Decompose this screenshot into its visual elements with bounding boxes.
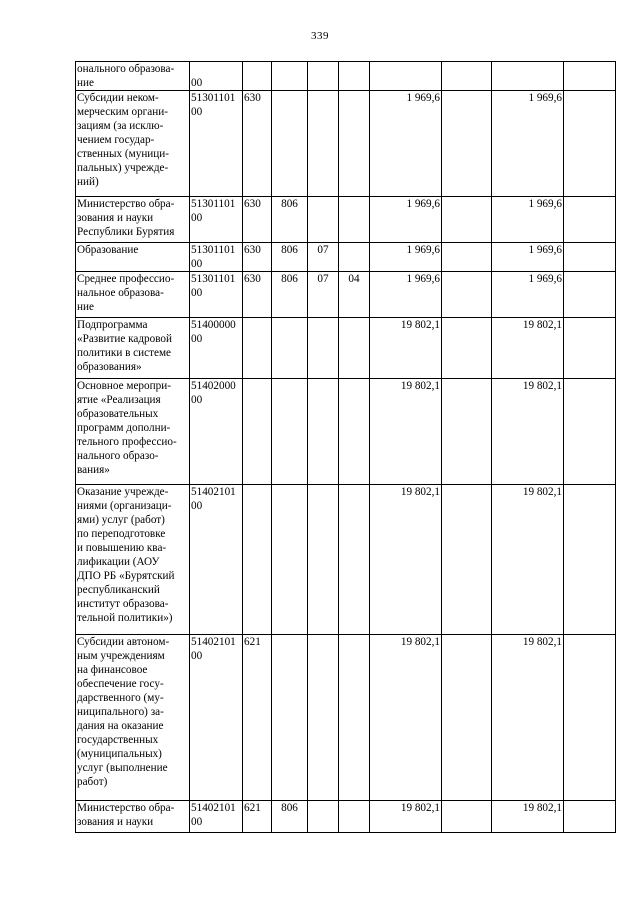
row-empty-cell <box>564 243 616 272</box>
row-empty-cell <box>564 635 616 801</box>
row-amount-cell: 19 802,1 <box>370 379 442 485</box>
row-amount-cell: 19 802,1 <box>492 485 564 635</box>
table-row <box>76 318 616 379</box>
row-grbs-cell <box>272 485 308 635</box>
row-name-cell: Министерство обра- зования и науки Республики Бурятия <box>76 197 190 243</box>
row-vr-cell <box>243 485 272 635</box>
row-vr-cell <box>243 379 272 485</box>
row-section-cell <box>308 197 339 243</box>
row-amount-cell: 1 969,6 <box>492 272 564 318</box>
table-row <box>76 62 616 91</box>
row-amount-cell: 19 802,1 <box>492 801 564 833</box>
row-amount-cell <box>492 62 564 91</box>
row-grbs-cell: 806 <box>272 801 308 833</box>
table-row <box>76 197 616 243</box>
row-amount-cell: 1 969,6 <box>370 243 442 272</box>
row-code-cell: 51301101 00 <box>190 243 243 272</box>
row-name-cell: Министерство обра- зования и науки <box>76 801 190 833</box>
row-empty-cell <box>442 801 492 833</box>
row-empty-cell <box>442 485 492 635</box>
row-amount-cell: 19 802,1 <box>370 485 442 635</box>
row-name-cell: Оказание учрежде- ниями (организаци- ями) услуг (работ) по переподготовке и повышению ква- лификации (АОУ ДПО РБ «Бурятский республиканский институт образова- тельной политики») <box>76 485 190 635</box>
row-grbs-cell <box>272 379 308 485</box>
row-subsection-cell <box>339 91 370 197</box>
row-name-cell: Подпрограмма «Развитие кадровой политики в системе образования» <box>76 318 190 379</box>
row-grbs-cell <box>272 318 308 379</box>
row-vr-cell: 630 <box>243 197 272 243</box>
row-subsection-cell <box>339 801 370 833</box>
row-name-cell: Субсидии автоном- ным учреждениям на финансовое обеспечение госу- дарственного (му- ниципального) за- дания на оказание государственных (муниципальных) услуг (выполнение работ) <box>76 635 190 801</box>
row-empty-cell <box>564 197 616 243</box>
row-subsection-cell <box>339 197 370 243</box>
row-amount-cell: 19 802,1 <box>370 635 442 801</box>
row-grbs-cell: 806 <box>272 197 308 243</box>
row-empty-cell <box>442 197 492 243</box>
row-code-cell: 51301101 00 <box>190 197 243 243</box>
row-section-cell <box>308 318 339 379</box>
row-amount-cell: 19 802,1 <box>492 318 564 379</box>
row-section-cell: 07 <box>308 243 339 272</box>
row-vr-cell: 630 <box>243 272 272 318</box>
row-name-cell: Субсидии неком- мерческим органи- зациям (за исклю- чением государ- ственных (муници- пальных) учрежде- ний) <box>76 91 190 197</box>
row-amount-cell: 19 802,1 <box>370 801 442 833</box>
row-grbs-cell <box>272 91 308 197</box>
row-subsection-cell <box>339 62 370 91</box>
row-vr-cell: 630 <box>243 91 272 197</box>
row-subsection-cell <box>339 485 370 635</box>
table-row <box>76 272 616 318</box>
row-empty-cell <box>564 62 616 91</box>
row-empty-cell <box>442 91 492 197</box>
row-name-cell: онального образова- ние <box>76 62 190 91</box>
row-subsection-cell <box>339 318 370 379</box>
row-code-cell: 51402000 00 <box>190 379 243 485</box>
row-amount-cell: 19 802,1 <box>492 635 564 801</box>
row-empty-cell <box>442 243 492 272</box>
row-empty-cell <box>442 379 492 485</box>
row-empty-cell <box>564 801 616 833</box>
row-code-cell: 51402101 00 <box>190 801 243 833</box>
table-row <box>76 485 616 635</box>
row-section-cell <box>308 485 339 635</box>
row-section-cell <box>308 62 339 91</box>
row-section-cell <box>308 91 339 197</box>
row-empty-cell <box>442 635 492 801</box>
row-amount-cell: 1 969,6 <box>370 197 442 243</box>
table-row <box>76 91 616 197</box>
row-amount-cell: 1 969,6 <box>492 243 564 272</box>
row-name-cell: Среднее профессио- нальное образова- ние <box>76 272 190 318</box>
row-code-cell: 51400000 00 <box>190 318 243 379</box>
row-subsection-cell <box>339 635 370 801</box>
row-amount-cell: 1 969,6 <box>492 91 564 197</box>
budget-table <box>75 61 616 833</box>
row-section-cell: 07 <box>308 272 339 318</box>
row-code-cell: 00 <box>190 62 243 91</box>
row-vr-cell: 630 <box>243 243 272 272</box>
row-empty-cell <box>564 272 616 318</box>
row-empty-cell <box>564 91 616 197</box>
row-empty-cell <box>442 272 492 318</box>
row-section-cell <box>308 379 339 485</box>
page-number: 339 <box>311 30 329 42</box>
row-vr-cell: 621 <box>243 801 272 833</box>
row-code-cell: 51402101 00 <box>190 635 243 801</box>
row-vr-cell <box>243 318 272 379</box>
row-code-cell: 51402101 00 <box>190 485 243 635</box>
table-row <box>76 801 616 833</box>
row-subsection-cell <box>339 243 370 272</box>
row-empty-cell <box>442 62 492 91</box>
row-empty-cell <box>442 318 492 379</box>
row-subsection-cell <box>339 379 370 485</box>
table-row <box>76 379 616 485</box>
row-grbs-cell <box>272 635 308 801</box>
row-grbs-cell <box>272 62 308 91</box>
row-subsection-cell: 04 <box>339 272 370 318</box>
row-grbs-cell: 806 <box>272 243 308 272</box>
row-grbs-cell: 806 <box>272 272 308 318</box>
row-vr-cell: 621 <box>243 635 272 801</box>
row-amount-cell: 19 802,1 <box>370 318 442 379</box>
row-vr-cell <box>243 62 272 91</box>
row-code-cell: 51301101 00 <box>190 272 243 318</box>
table-row <box>76 243 616 272</box>
row-name-cell: Образование <box>76 243 190 272</box>
row-code-cell: 51301101 00 <box>190 91 243 197</box>
row-empty-cell <box>564 485 616 635</box>
table-row <box>76 635 616 801</box>
row-section-cell <box>308 801 339 833</box>
row-section-cell <box>308 635 339 801</box>
row-empty-cell <box>564 379 616 485</box>
row-amount-cell: 1 969,6 <box>370 272 442 318</box>
row-empty-cell <box>564 318 616 379</box>
row-amount-cell: 1 969,6 <box>370 91 442 197</box>
row-amount-cell <box>370 62 442 91</box>
row-name-cell: Основное меропри- ятие «Реализация образовательных программ дополни- тельного профессио- нального образо- вания» <box>76 379 190 485</box>
row-amount-cell: 19 802,1 <box>492 379 564 485</box>
row-amount-cell: 1 969,6 <box>492 197 564 243</box>
